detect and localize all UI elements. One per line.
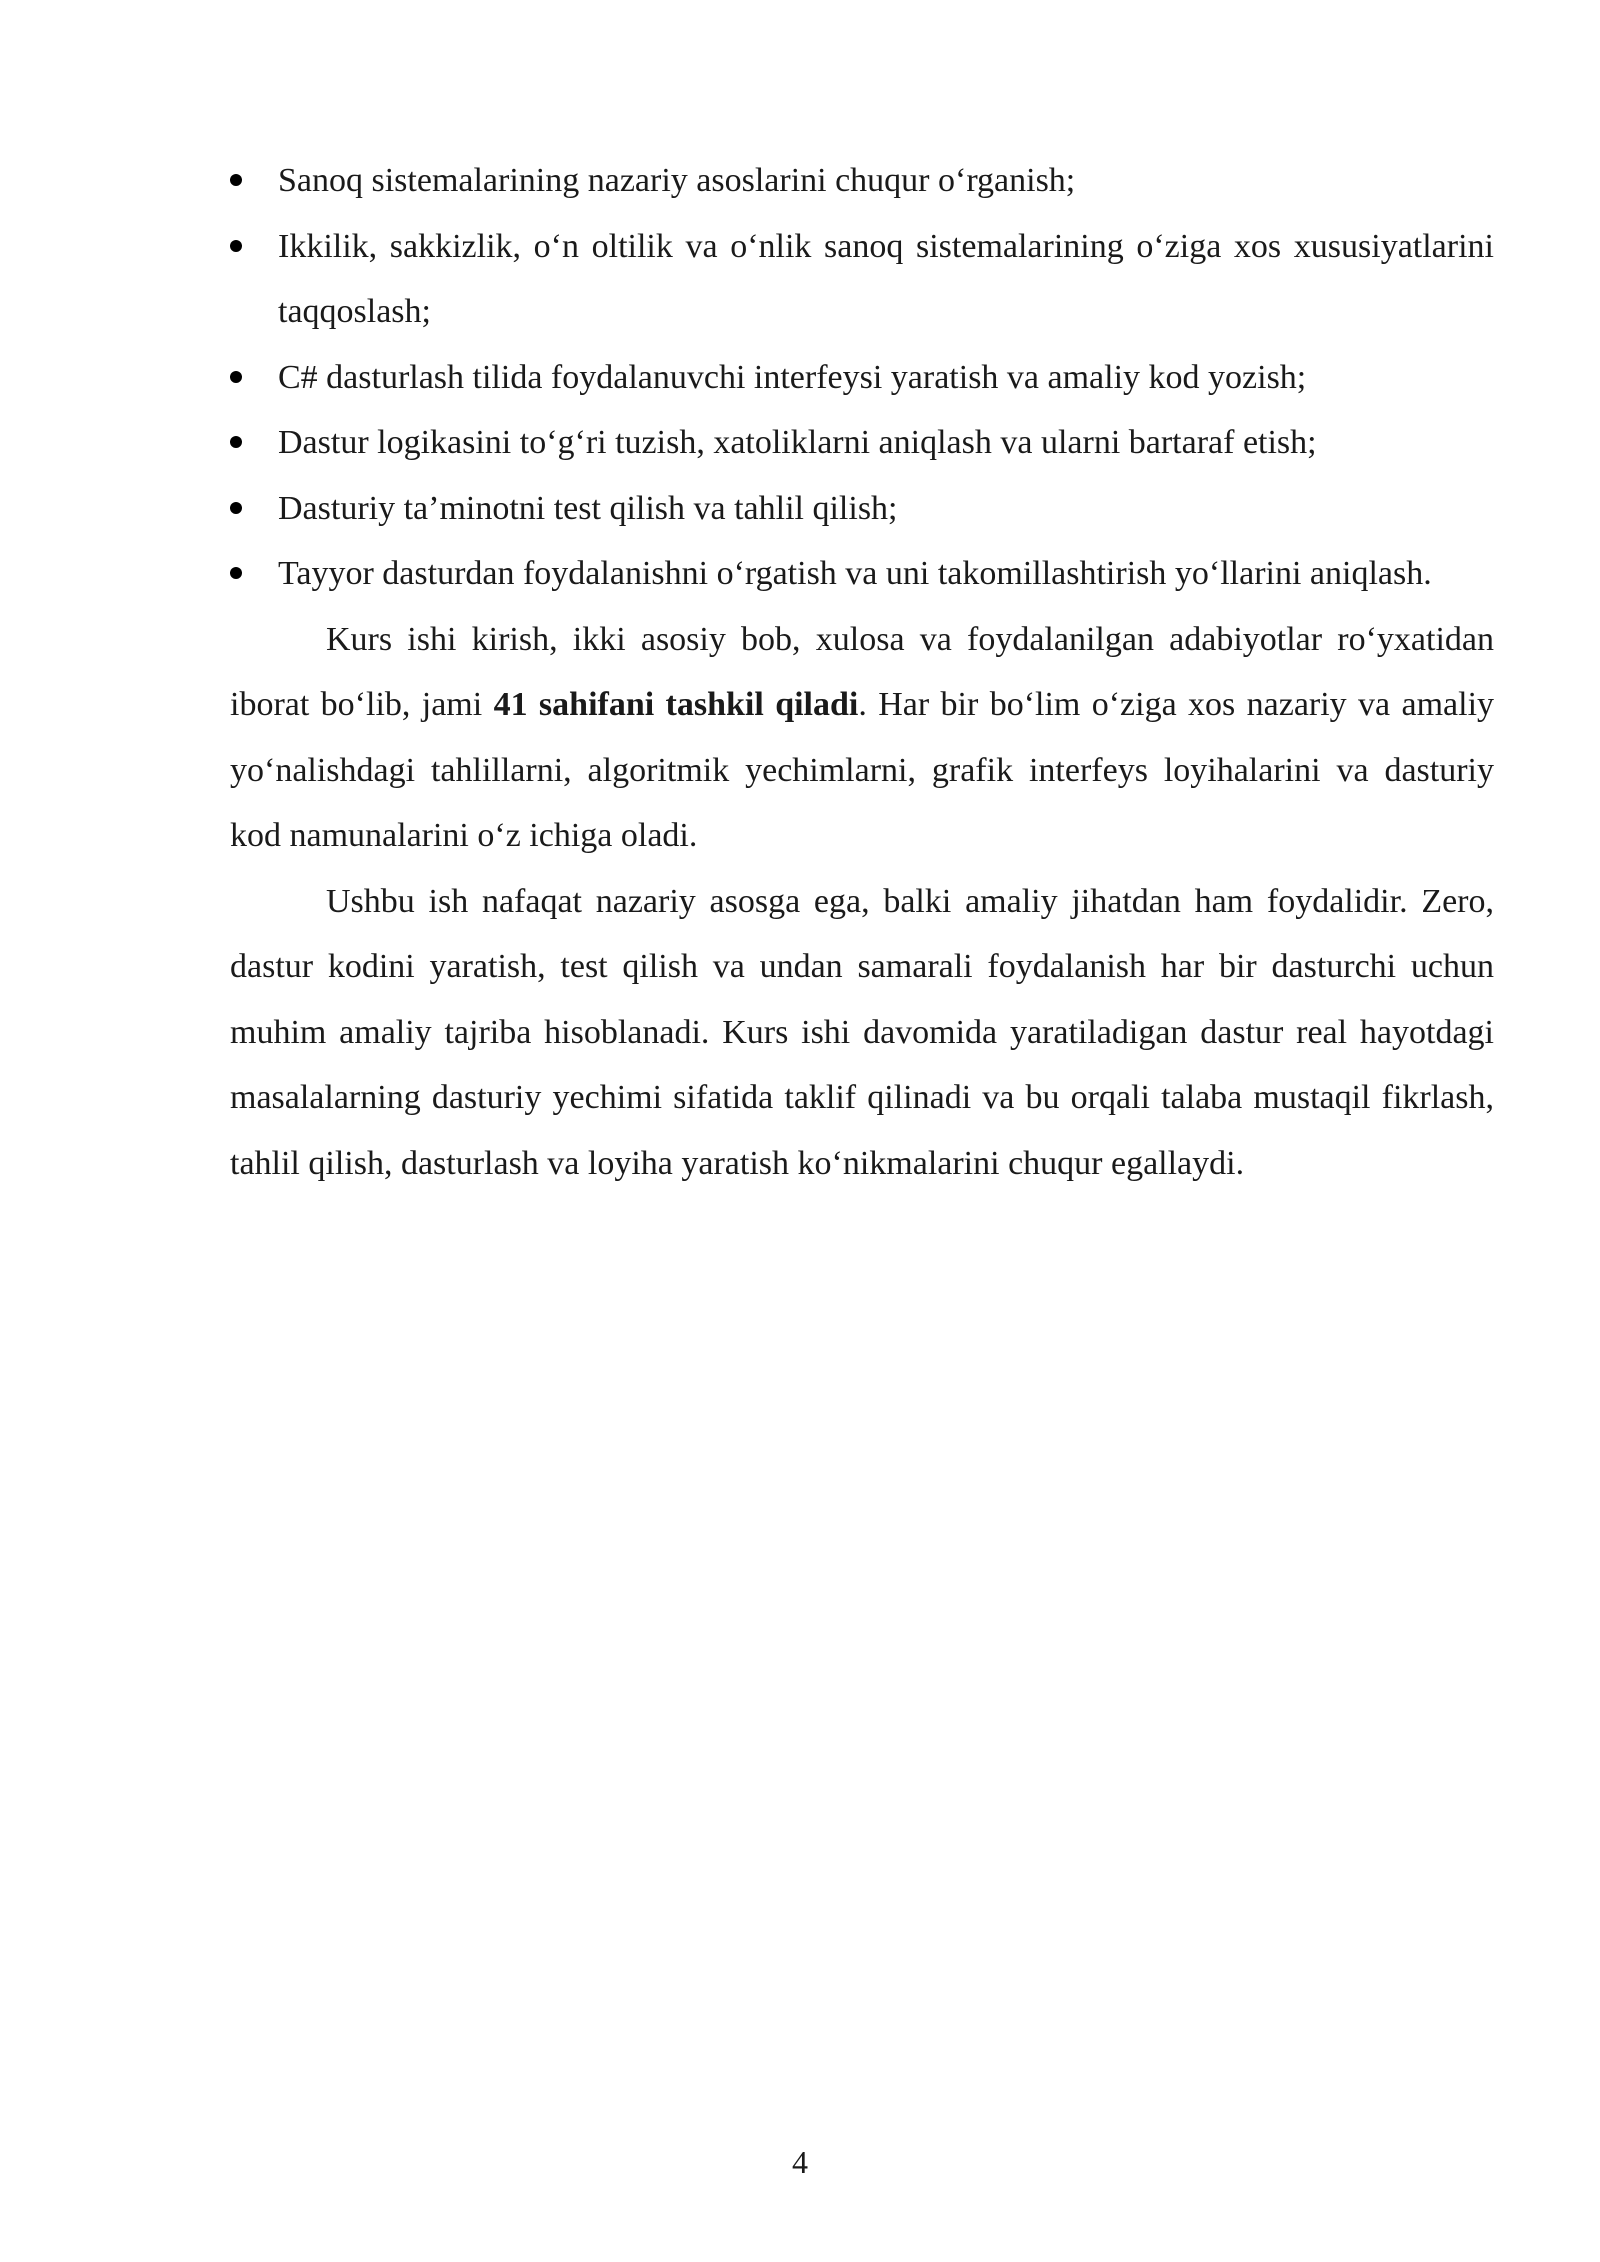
bullet-icon xyxy=(230,174,242,186)
list-item xyxy=(230,476,1494,542)
page-number: 4 xyxy=(792,2144,808,2180)
list-item-text: C# dasturlash tilida foydalanuvchi interfeysi yaratish va amaliy kod yozish; xyxy=(278,358,1307,396)
bullet-icon xyxy=(230,436,242,448)
list-item xyxy=(230,214,1494,345)
list-item xyxy=(230,345,1494,411)
list-item-text: Dastur logikasini to‘g‘ri tuzish, xatoliklarni aniqlash va ularni bartaraf etish; xyxy=(278,424,1317,461)
list-item-text: Tayyor dasturdan foydalanishni o‘rgatish va uni takomillashtirish yo‘llarini aniqlash. xyxy=(278,555,1432,592)
list-item xyxy=(230,410,1494,476)
objectives-list xyxy=(230,148,1494,607)
structure-paragraph-text-start: Kurs ishi kirish, ikki asosiy bob, xulosa va foydalanilgan adabiyotlar ro‘yxatidan iborat bo‘lib, jami xyxy=(230,620,1494,723)
significance-paragraph: Ushbu ish nafaqat nazariy asosga ega, balki amaliy jihatdan ham foydalidir. Zero, dastur kodini yaratish, test qilish va undan samarali foydalanish har bir dasturchi uchun muhim amaliy tajriba hisoblanadi. Kurs ishi davomida yaratiladigan dastur real hayotdagi masalalarning dasturiy yechimi sifatida taklif qilinadi va bu orqali talaba mustaqil fikrlash, tahlil qilish, dasturlash va loyiha yaratish ko‘nikmalarini chuqur egallaydi. xyxy=(230,882,1494,1182)
structure-paragraph-text-end: . Har bir bo‘lim o‘ziga xos nazariy va amaliy yo‘nalishdagi tahlillarni, algoritmik yechimlarni, grafik interfeys loyihalarini va dasturiy kod namunalarini o‘z ichiga oladi. xyxy=(230,686,1495,854)
bullet-icon xyxy=(230,371,242,383)
list-item xyxy=(230,148,1494,214)
structure-paragraph xyxy=(230,607,1494,869)
page-content xyxy=(230,148,1494,1196)
list-item-text: Dasturiy ta’minotni test qilish va tahlil qilish; xyxy=(278,489,898,527)
list-item xyxy=(230,541,1494,607)
list-item-text: Ikkilik, sakkizlik, o‘n oltilik va o‘nlik sanoq sistemalarining o‘ziga xos xususiyatlarini taqqoslash; xyxy=(278,227,1494,330)
list-item-text: Sanoq sistemalarining nazariy asoslarini chuqur o‘rganish; xyxy=(278,162,1076,199)
page-count-emphasis: 41 sahifani tashkil qiladi xyxy=(493,686,859,723)
bullet-icon xyxy=(230,502,242,514)
bullet-icon xyxy=(230,567,242,579)
bullet-icon xyxy=(230,240,242,252)
